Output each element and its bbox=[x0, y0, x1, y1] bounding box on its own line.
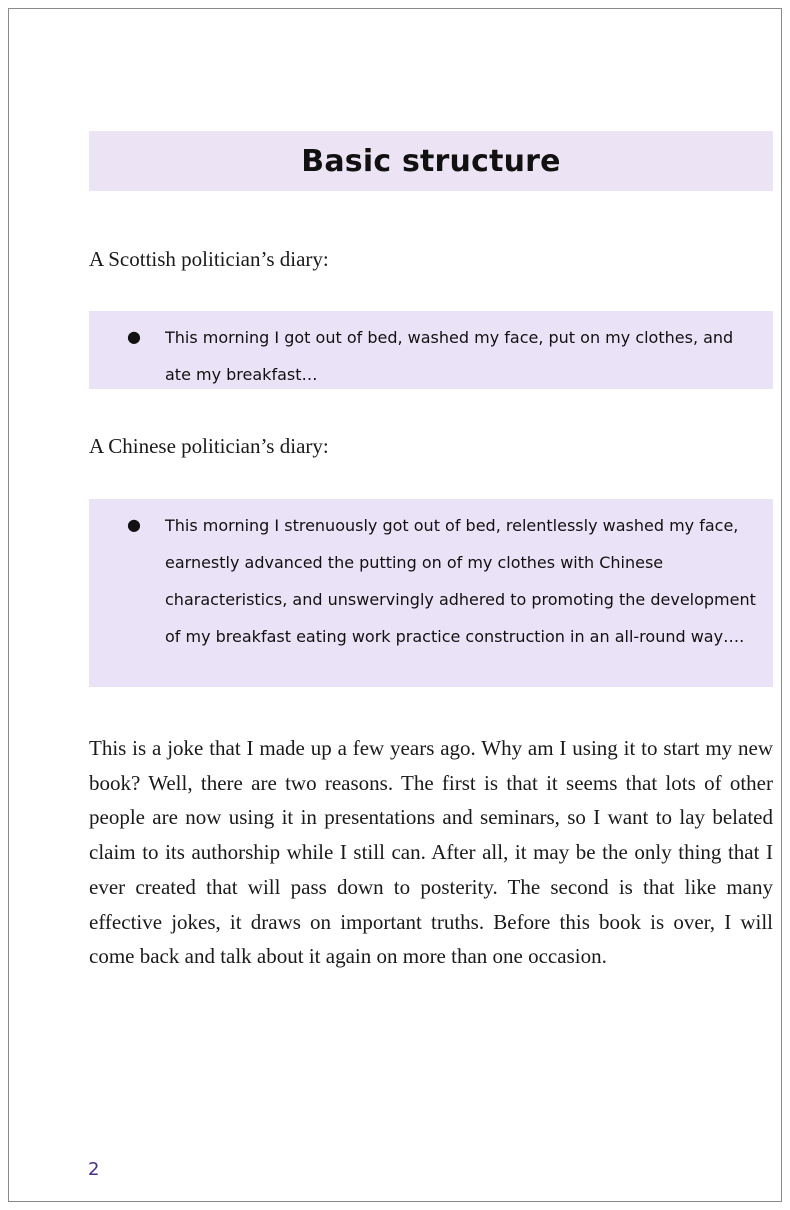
page-number: 2 bbox=[88, 1159, 100, 1180]
bullet-icon: ● bbox=[127, 515, 141, 534]
chinese-diary-quote: This morning I strenuously got out of bed, relentlessly washed my face, earnestly advanced the putting on of my clothes with Chinese characteristics, and unswervingly adhered to promoting the development of my breakfast eating work practice construction in an all-round way…. bbox=[165, 516, 756, 646]
scottish-diary-intro: A Scottish politician’s diary: bbox=[89, 247, 329, 271]
scottish-diary-quote-box bbox=[89, 311, 773, 389]
chinese-diary-quote-box bbox=[89, 499, 773, 687]
scottish-diary-quote: This morning I got out of bed, washed my face, put on my clothes, and ate my breakfast… bbox=[165, 328, 734, 384]
page-title: Basic structure bbox=[301, 143, 561, 179]
list-item bbox=[127, 319, 763, 393]
chinese-diary-intro: A Chinese politician’s diary: bbox=[89, 434, 329, 458]
body-paragraph: This is a joke that I made up a few years ago. Why am I using it to start my new book? Well, there are two reasons. The first is that it seems that lots of other people are now using it in presentations and seminars, so I want to lay belated claim to its authorship while I still can. After all, it may be the only thing that I ever created that will pass down to posterity. The second is that like many effective jokes, it draws on important truths. Before this book is over, I will come back and talk about it again on more than one occasion. bbox=[89, 736, 773, 969]
bullet-icon: ● bbox=[127, 327, 141, 346]
title-band bbox=[89, 131, 773, 191]
book-page bbox=[8, 8, 782, 1202]
list-item bbox=[127, 507, 763, 655]
